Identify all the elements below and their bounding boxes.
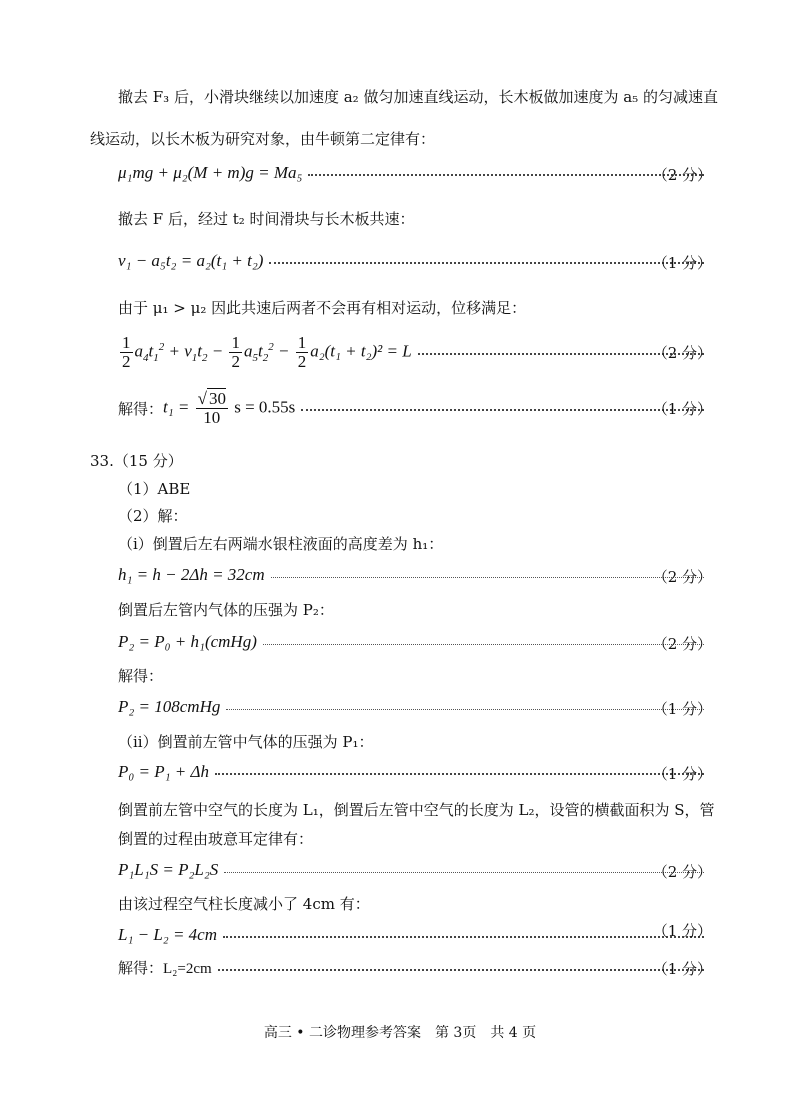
equation: L₁ − L₂ = 4cm bbox=[118, 925, 217, 944]
equation-row-newton bbox=[118, 163, 710, 183]
leader-dots bbox=[301, 409, 704, 411]
fraction: $\frac{1}{2}$ bbox=[122, 332, 131, 371]
paragraph-line: 倒置的过程由玻意耳定律有： bbox=[118, 830, 314, 848]
leader-dots bbox=[271, 577, 704, 578]
solve-label: 解得： bbox=[118, 667, 164, 685]
paragraph-line: 线运动，以长木板为研究对象，由牛顿第二定律有： bbox=[90, 130, 436, 148]
sub-question: （ii）倒置前左管中气体的压强为 P₁： bbox=[118, 733, 374, 751]
part-answer: （1）ABE bbox=[118, 480, 191, 498]
solve-prefix: 解得： bbox=[118, 399, 164, 418]
fraction: $\frac{√ 30}{10}$ bbox=[197, 388, 226, 427]
score-label: （1 分） bbox=[652, 922, 712, 940]
paragraph-line: 由该过程空气柱长度减小了 4cm 有： bbox=[118, 895, 370, 913]
equation-row-length-diff bbox=[118, 925, 710, 945]
leader-dots bbox=[224, 872, 704, 873]
equation-row-displacement bbox=[118, 330, 710, 374]
paragraph-line: 由于 μ₁ > μ₂ 因此共速后两者不会再有相对运动，位移满足： bbox=[118, 299, 527, 317]
equation-row-p0 bbox=[118, 762, 710, 782]
score-label: （2 分） bbox=[652, 344, 712, 362]
equation-tail: s = 0.55s bbox=[234, 396, 296, 416]
paragraph-line: 倒置后左管内气体的压强为 P₂： bbox=[118, 601, 334, 619]
score-label: （1 分） bbox=[652, 400, 712, 418]
part-label: （2）解： bbox=[118, 507, 188, 525]
equation: P₂ = 108cmHg bbox=[118, 697, 221, 716]
sqrt-radicand: 30 bbox=[208, 388, 226, 408]
leader-dots bbox=[215, 773, 704, 775]
leader-dots bbox=[226, 709, 704, 710]
leader-dots bbox=[269, 262, 704, 264]
leader-dots bbox=[308, 174, 704, 176]
equation: P₂ = P₀ + h₁(cmHg) bbox=[118, 632, 257, 651]
equation: h₁ = h − 2Δh = 32cm bbox=[118, 565, 265, 584]
score-label: （2 分） bbox=[652, 635, 712, 653]
paragraph-line: 撤去 F 后，经过 t₂ 时间滑块与长木板共速： bbox=[118, 210, 415, 228]
fraction: $\frac{1}{2}$ bbox=[297, 332, 307, 371]
equation-row-l2-result bbox=[118, 957, 710, 978]
equation-lhs: t₁ = bbox=[163, 396, 190, 416]
leader-dots bbox=[263, 644, 704, 645]
score-label: （2 分） bbox=[652, 863, 712, 881]
score-label: （2 分） bbox=[652, 568, 712, 586]
equation-row-solve-t1 bbox=[118, 386, 710, 430]
question-title: 33.（15 分） bbox=[90, 452, 183, 470]
equation bbox=[163, 390, 295, 427]
equation: P₀ = P₁ + Δh bbox=[118, 762, 210, 781]
equation-row-common-velocity bbox=[118, 251, 710, 271]
equation: v₁ − a₅t₂ = a₂(t₁ + t₂) bbox=[118, 251, 264, 270]
leader-dots bbox=[223, 936, 704, 938]
equation-tail: a₂(t₁ + t₂)² = L bbox=[310, 340, 412, 360]
page-footer: 高三 • 二诊物理参考答案 第 3页 共 4 页 bbox=[263, 1025, 537, 1041]
sub-question: （i）倒置后左右两端水银柱液面的高度差为 h₁： bbox=[118, 535, 444, 553]
equation-row-p2-result bbox=[118, 697, 710, 717]
equation: μ₁mg + μ₂(M + m)g = Ma₅ bbox=[118, 163, 303, 182]
equation: 解得：L₂=2cm bbox=[118, 961, 212, 977]
fraction: $\frac{1}{2}$ bbox=[231, 332, 240, 371]
denominator: 10 bbox=[203, 407, 221, 427]
score-label: （1 分） bbox=[652, 700, 712, 718]
paragraph-line: 倒置前左管中空气的长度为 L₁，倒置后左管中空气的长度为 L₂，设管的横截面积为 S，管 bbox=[118, 801, 715, 819]
equation: P₁L₁S = P₂L₂S bbox=[118, 860, 219, 879]
equation: $\frac{1}{2}$ $a_4t_1^2 + v_1t_2$ − $\frac{1}{2}$ $a_5t_2^2$ − $\frac{1}{2}$ a₂(t₁ + t₂)² = L bbox=[122, 332, 412, 371]
score-label: （2 分） bbox=[652, 166, 712, 184]
score-label: （1 分） bbox=[652, 960, 712, 978]
score-label: （1 分） bbox=[652, 254, 712, 272]
equation-row-boyle bbox=[118, 860, 710, 880]
equation-row-p2 bbox=[118, 632, 710, 652]
equation-row-h1 bbox=[118, 565, 710, 585]
score-label: （1 分） bbox=[652, 765, 712, 783]
leader-dots bbox=[218, 969, 704, 971]
paragraph-line: 撤去 F₃ 后，小滑块继续以加速度 a₂ 做匀加速直线运动，长木板做加速度为 a₅ 的匀减速直 bbox=[118, 88, 718, 106]
